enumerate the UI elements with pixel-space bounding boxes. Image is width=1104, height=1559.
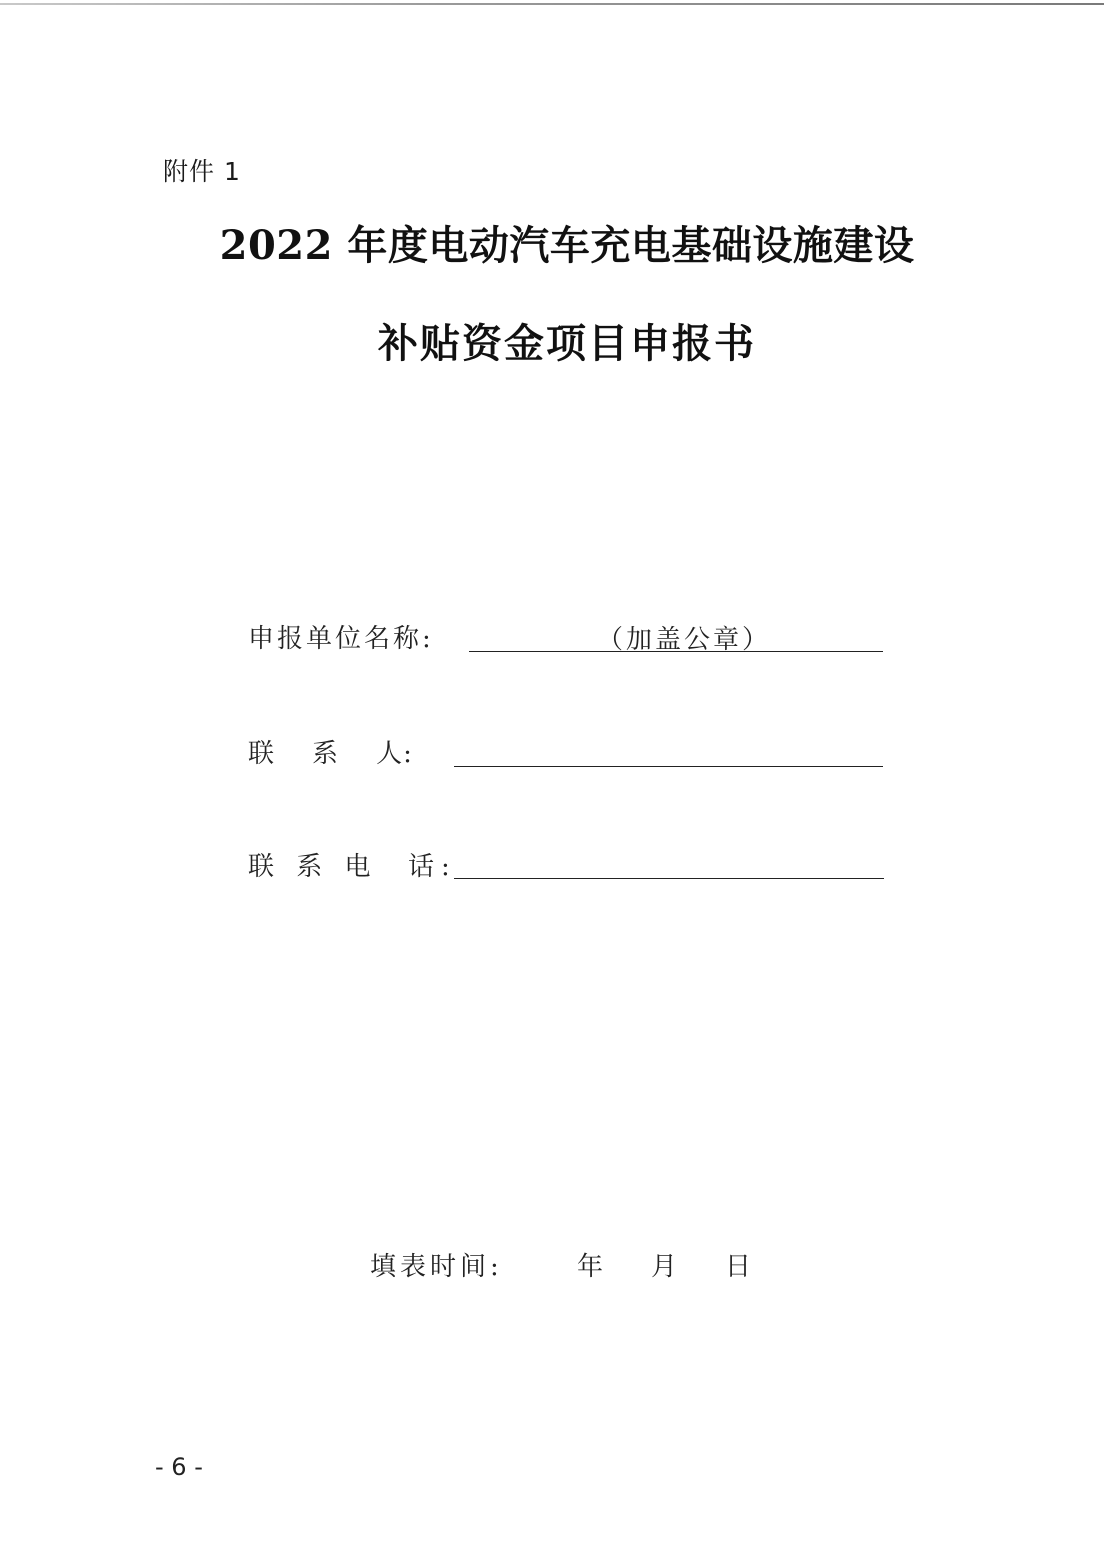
contact-phone-label: 联 系 电 话:: [248, 852, 457, 882]
attachment-label: 附件 1: [163, 157, 241, 186]
applicant-name-label: 申报单位名称:: [248, 624, 434, 654]
page-top-edge: [0, 3, 1104, 5]
fill-date-label: 填表时间:: [370, 1252, 503, 1282]
contact-person-field[interactable]: [454, 766, 883, 767]
fill-date-year: 年: [577, 1252, 604, 1282]
contact-phone-field[interactable]: [454, 878, 884, 879]
fill-date-day: 日: [725, 1252, 752, 1282]
official-seal-hint: （加盖公章）: [597, 625, 772, 655]
page-number: - 6 -: [155, 1453, 203, 1481]
contact-person-label: 联 系 人:: [248, 739, 413, 769]
document-title-line-2: 补贴资金项目申报书: [378, 320, 756, 367]
fill-date-month: 月: [651, 1252, 678, 1282]
document-title-line-1: 2022 年度电动汽车充电基础设施建设: [219, 222, 915, 269]
